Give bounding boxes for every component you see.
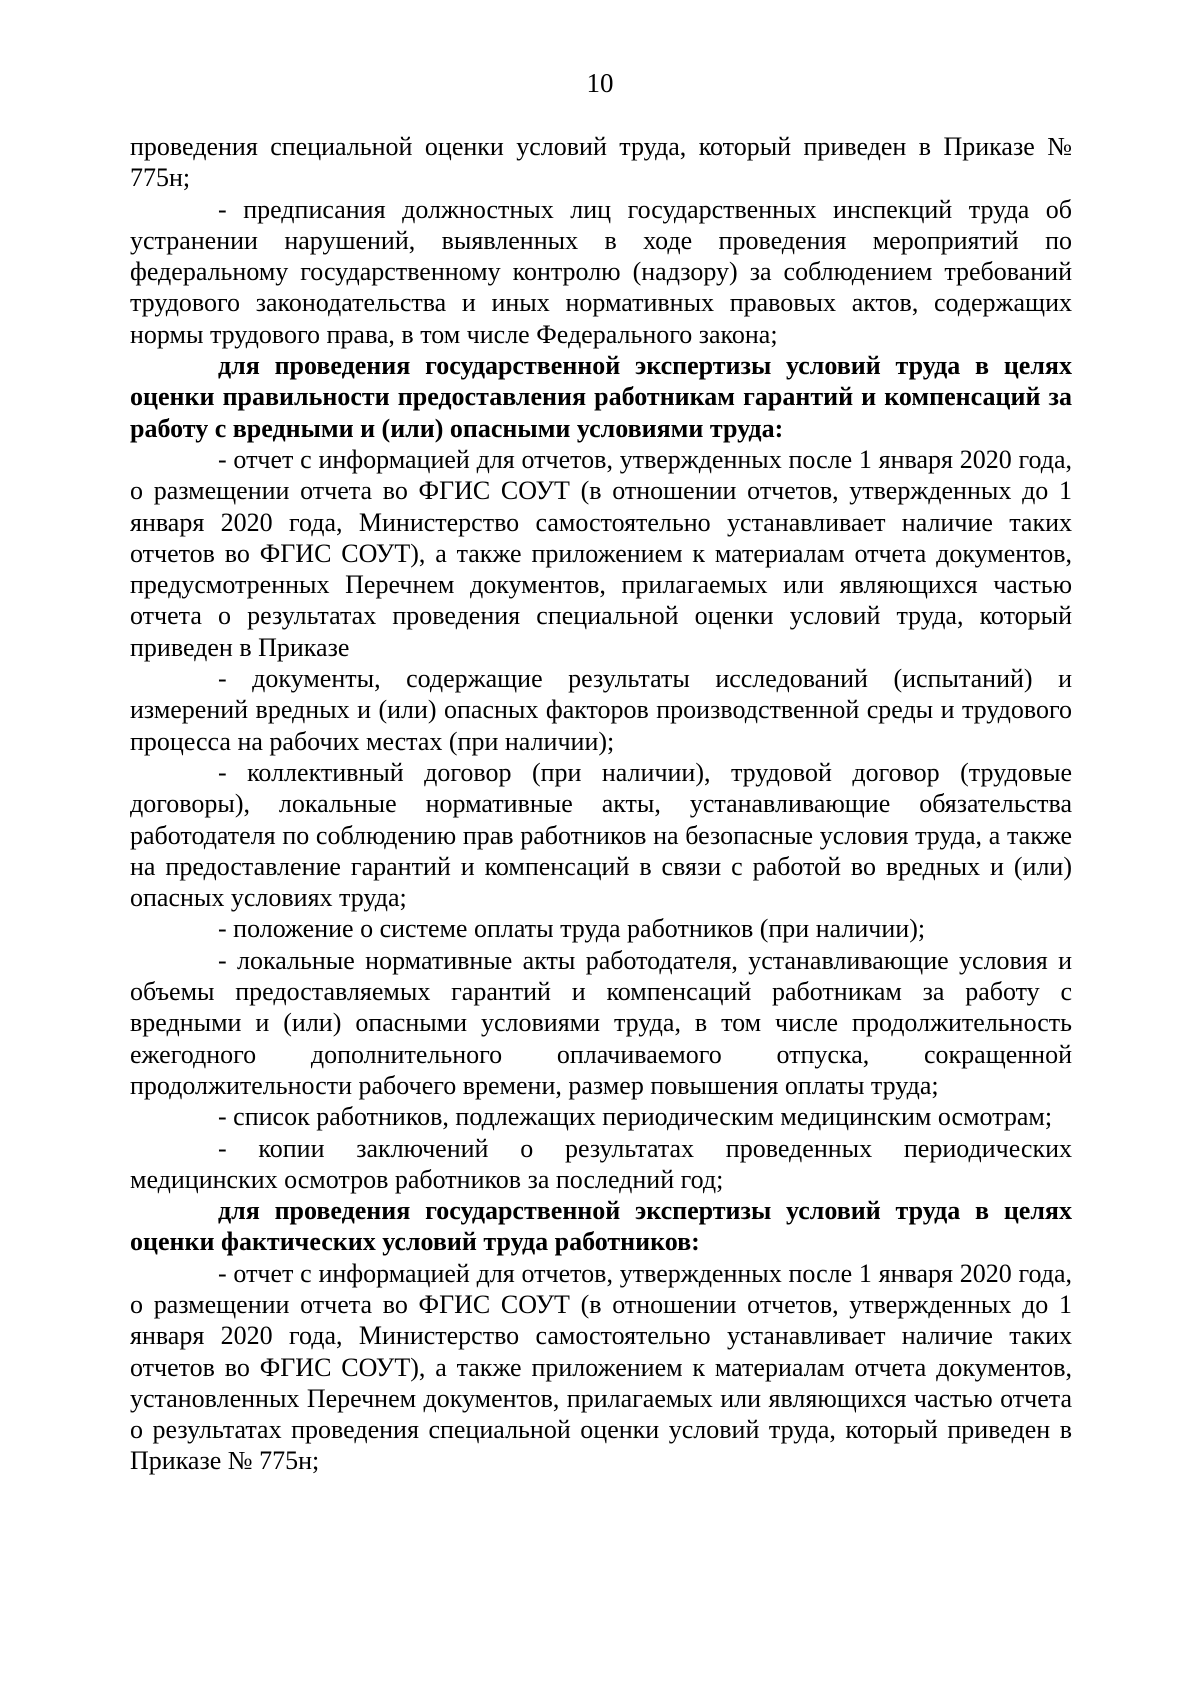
list-item-report-info-actual: - отчет с информацией для отчетов, утвержденных после 1 января 2020 года, о размещении отчета во ФГИС СОУТ (в отношении отчетов, утвержденных до 1 января 2020 года, Министерство самостоятельно устанавливает наличие таких отчетов во ФГИС СОУТ), а также приложением к материалам отчета документов, установленных Перечнем документов, прилагаемых или являющихся частью отчета о результатах проведения специальной оценки условий труда, который приведен в Приказе № 775н;: [130, 1258, 1072, 1476]
page-number: 10: [586, 68, 614, 98]
document-body: [130, 131, 1072, 1477]
list-item-local-acts: - локальные нормативные акты работодателя, устанавливающие условия и объемы предоставляемых гарантий и компенсаций работникам за работу с вредными и (или) опасными условиями труда, в том числе продолжительность ежегодного дополнительного оплачиваемого отпуска, сокращенной продолжительности рабочего времени, размер повышения оплаты труда;: [130, 945, 1072, 1100]
list-item-medical-conclusions: - копии заключений о результатах проведенных периодических медицинских осмотров работников за последний год;: [130, 1133, 1072, 1194]
list-item-collective-agreement: - коллективный договор (при наличии), трудовой договор (трудовые договоры), локальные нормативные акты, устанавливающие обязательства работодателя по соблюдению прав работников на безопасные условия труда, а также на предоставление гарантий и компенсаций в связи с работой во вредных и (или) опасных условиях труда;: [130, 757, 1072, 913]
paragraph-continuation: проведения специальной оценки условий труда, который приведен в Приказе № 775н;: [130, 132, 1072, 193]
list-item-measurement-documents: - документы, содержащие результаты исследований (испытаний) и измерений вредных и (или) опасных факторов производственной среды и трудового процесса на рабочих местах (при наличии);: [130, 664, 1072, 756]
list-item-medical-list: - список работников, подлежащих периодическим медицинским осмотрам;: [218, 1102, 1053, 1132]
list-item-pay-system: - положение о системе оплаты труда работников (при наличии);: [218, 914, 926, 944]
section-heading-actual-conditions: для проведения государственной экспертизы условий труда в целях оценки фактических условий труда работников:: [130, 1196, 1072, 1257]
list-item-report-info: - отчет с информацией для отчетов, утвержденных после 1 января 2020 года, о размещении отчета во ФГИС СОУТ (в отношении отчетов, утвержденных до 1 января 2020 года, Министерство самостоятельно устанавливает наличие таких отчетов во ФГИС СОУТ), а также приложением к материалам отчета документов, предусмотренных Перечнем документов, прилагаемых или являющихся частью отчета о результатах проведения специальной оценки условий труда, который приведен в Приказе: [130, 444, 1072, 662]
list-item-inspection-orders: - предписания должностных лиц государственных инспекций труда об устранении нарушений, выявленных в ходе проведения мероприятий по федеральному государственному контролю (надзору) за соблюдением требований трудового законодательства и иных нормативных правовых актов, содержащих нормы трудового права, в том числе Федерального закона;: [130, 194, 1072, 349]
section-heading-guarantees-review: для проведения государственной экспертизы условий труда в целях оценки правильности предоставления работникам гарантий и компенсаций за работу с вредными и (или) опасными условиями труда:: [130, 351, 1072, 443]
